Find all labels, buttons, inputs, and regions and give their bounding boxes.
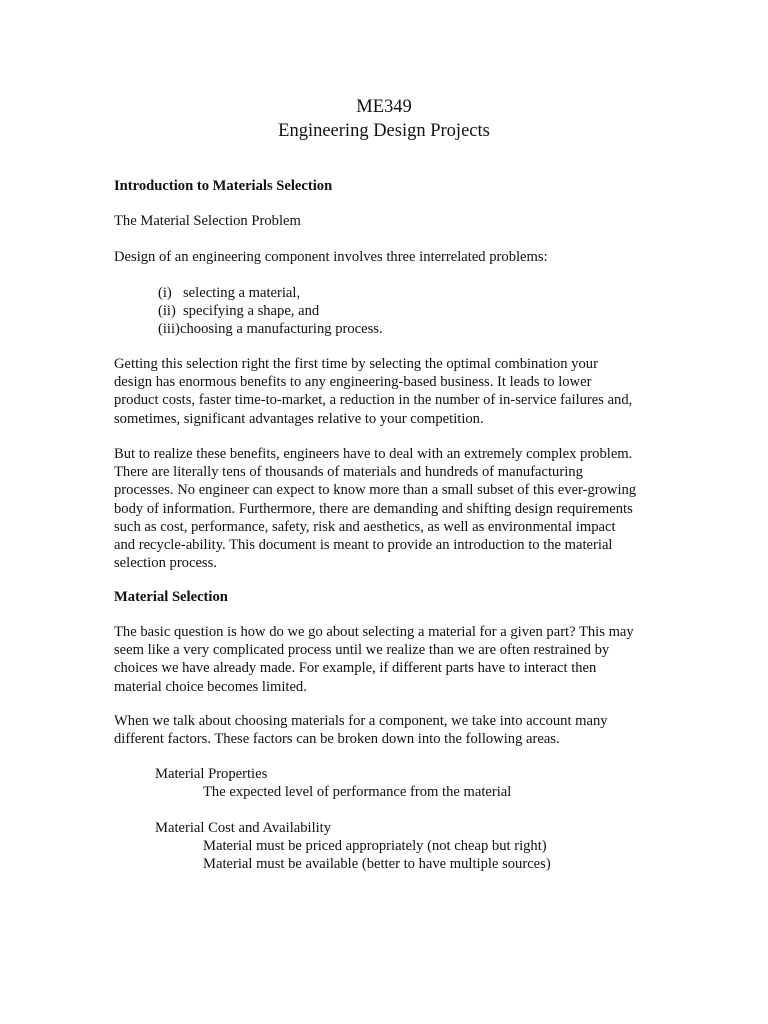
text-line: design has enormous benefits to any engineering-based business. It leads to lower xyxy=(114,374,592,391)
factor-detail: Material must be available (better to have multiple sources) xyxy=(203,856,551,872)
text-line: But to realize these benefits, engineers have to deal with an extremely complex problem. xyxy=(114,446,633,462)
problem-list xyxy=(158,284,383,339)
selection-paragraph-1 xyxy=(114,623,659,696)
intro-paragraph-2 xyxy=(114,445,659,572)
text-line: Getting this selection right the first time by selecting the optimal combination your xyxy=(114,356,598,372)
factor-title: Material Cost and Availability xyxy=(155,820,332,836)
list-item xyxy=(158,284,383,302)
text-line: body of information. Furthermore, there are demanding and shifting design requirements xyxy=(114,500,633,517)
text-line: There are literally tens of thousands of materials and hundreds of manufacturing xyxy=(114,464,583,481)
text-line: sometimes, significant advantages relative to your competition. xyxy=(114,410,484,427)
intro-paragraph-1 xyxy=(114,355,659,428)
text-line: processes. No engineer can expect to know more than a small subset of this ever-growing xyxy=(114,482,637,499)
text-line: product costs, faster time-to-market, a reduction in the number of in-service failures and, xyxy=(114,392,633,409)
list-text: specifying a shape, and xyxy=(183,303,320,320)
text-line: selection process. xyxy=(114,555,217,572)
list-text: choosing a manufacturing process. xyxy=(180,321,383,338)
subheading-problem: The Material Selection Problem xyxy=(114,213,301,229)
text-line: When we talk about choosing materials for a component, we take into account many xyxy=(114,713,608,729)
text-line: such as cost, performance, safety, risk and aesthetics, as well as environmental impact xyxy=(114,518,616,535)
text-line: choices we have already made. For example, if different parts have to interact then xyxy=(114,660,597,677)
list-number: (ii) xyxy=(158,303,176,320)
text-line: different factors. These factors can be broken down into the following areas. xyxy=(114,731,560,748)
factor-title: Material Properties xyxy=(155,766,268,782)
list-number: (iii) xyxy=(158,321,180,338)
selection-paragraph-2 xyxy=(114,712,659,748)
list-item xyxy=(158,302,383,320)
text-line: material choice becomes limited. xyxy=(114,678,307,695)
intro-lead: Design of an engineering component involves three interrelated problems: xyxy=(114,249,548,265)
list-text: selecting a material, xyxy=(183,285,301,301)
factor-detail: The expected level of performance from the material xyxy=(203,784,512,800)
factor-detail: Material must be priced appropriately (not cheap but right) xyxy=(203,838,547,854)
text-line: seem like a very complicated process until we realize than we are often restrained by xyxy=(114,642,610,659)
list-number: (i) xyxy=(158,285,172,301)
section-heading-selection: Material Selection xyxy=(114,589,228,605)
course-code: ME349 xyxy=(356,97,412,117)
section-heading-intro: Introduction to Materials Selection xyxy=(114,178,333,194)
document-title: Engineering Design Projects xyxy=(278,121,490,141)
text-line: and recycle-ability. This document is meant to provide an introduction to the material xyxy=(114,537,613,554)
list-item xyxy=(158,320,383,338)
text-line: The basic question is how do we go about selecting a material for a given part? This may xyxy=(114,624,634,640)
